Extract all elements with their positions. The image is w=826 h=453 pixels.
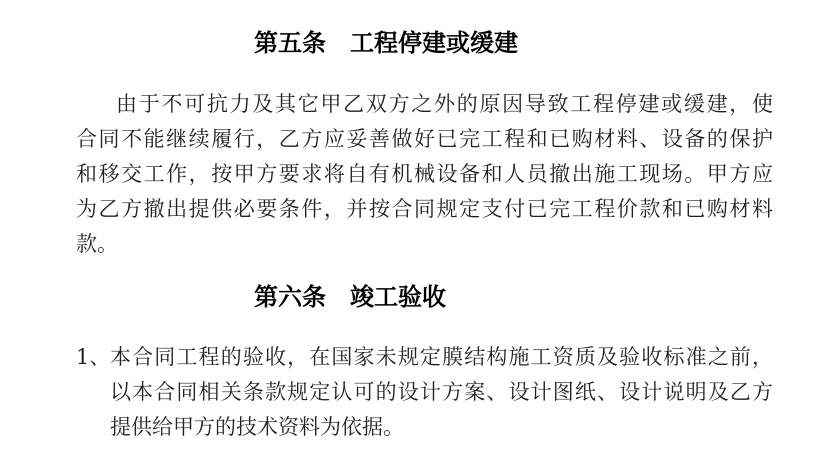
paragraph-line: 由于不可抗力及其它甲乙双方之外的原因导致工程停建或缓建，使 [116,92,773,116]
list-line: 本合同工程的验收，在国家未规定膜结构施工资质及验收标准之前， [110,345,773,369]
list-item-text [110,340,773,445]
list-item-marker: 1、 [76,345,111,369]
list-line: 以本合同相关条款规定认可的设计方案、设计图纸、设计说明及乙方 [110,380,773,404]
section-6-heading: 第六条 竣工验收 [254,282,446,311]
list-item-1 [76,340,773,445]
section-5-paragraph [76,87,773,262]
paragraph-line: 合同不能继续履行，乙方应妥善做好已完工程和已购材料、设备的保护 [76,127,773,151]
section-5-heading: 第五条 工程停建或缓建 [254,28,518,57]
paragraph-line: 为乙方撤出提供必要条件，并按合同规定支付已完工程价款和已购材料 [76,197,773,221]
paragraph-line: 和移交工作，按甲方要求将自有机械设备和人员撤出施工现场。甲方应 [76,162,773,186]
paragraph-line: 款。 [76,232,118,256]
list-line: 提供给甲方的技术资料为依据。 [110,415,404,439]
